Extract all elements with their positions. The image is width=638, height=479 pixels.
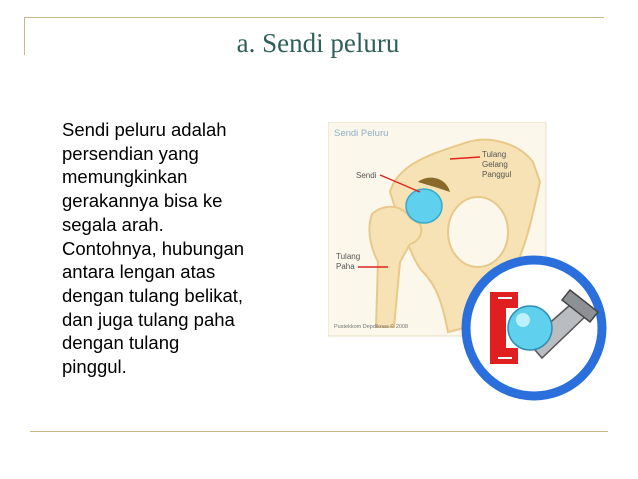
inset-detail — [466, 260, 602, 396]
slide-title-text: a. Sendi peluru — [236, 28, 400, 58]
body-line: segala arah. — [62, 213, 164, 235]
ball-joint-illustration — [328, 122, 608, 422]
body-line: persendian yang — [62, 142, 199, 164]
body-line: dan juga tulang paha — [62, 308, 235, 330]
label-femur-line1: Tulang — [336, 252, 361, 261]
label-sendi: Sendi — [356, 171, 377, 180]
body-line: Sendi peluru adalah — [62, 119, 227, 140]
slide-title — [0, 28, 638, 59]
body-line: Contohnya, hubungan — [62, 237, 245, 259]
body-line: memungkinkan — [62, 166, 188, 188]
label-pelvis-line2: Gelang — [482, 160, 508, 169]
inset-ball-highlight — [516, 313, 530, 327]
body-line: dengan tulang belikat, — [62, 284, 244, 306]
frame-top-line — [24, 17, 604, 18]
figure-credit: Pustekkom Depdiknas © 2008 — [334, 324, 409, 330]
label-pelvis-line1: Tulang — [482, 150, 507, 159]
inset-ball — [508, 306, 552, 350]
body-line: gerakannya bisa ke — [62, 190, 223, 212]
body-line: dengan tulang — [62, 332, 180, 354]
pelvis-opening — [448, 197, 508, 267]
body-line: antara lengan atas — [62, 261, 216, 283]
ball-joint-figure — [328, 122, 608, 422]
figure-heading: Sendi Peluru — [334, 128, 389, 139]
label-pelvis-line3: Panggul — [482, 170, 512, 179]
label-femur-line2: Paha — [336, 262, 355, 271]
body-line: pinggul. — [62, 356, 127, 378]
ball-joint — [406, 189, 442, 223]
body-paragraph — [62, 118, 312, 379]
frame-bottom-line — [30, 431, 608, 432]
